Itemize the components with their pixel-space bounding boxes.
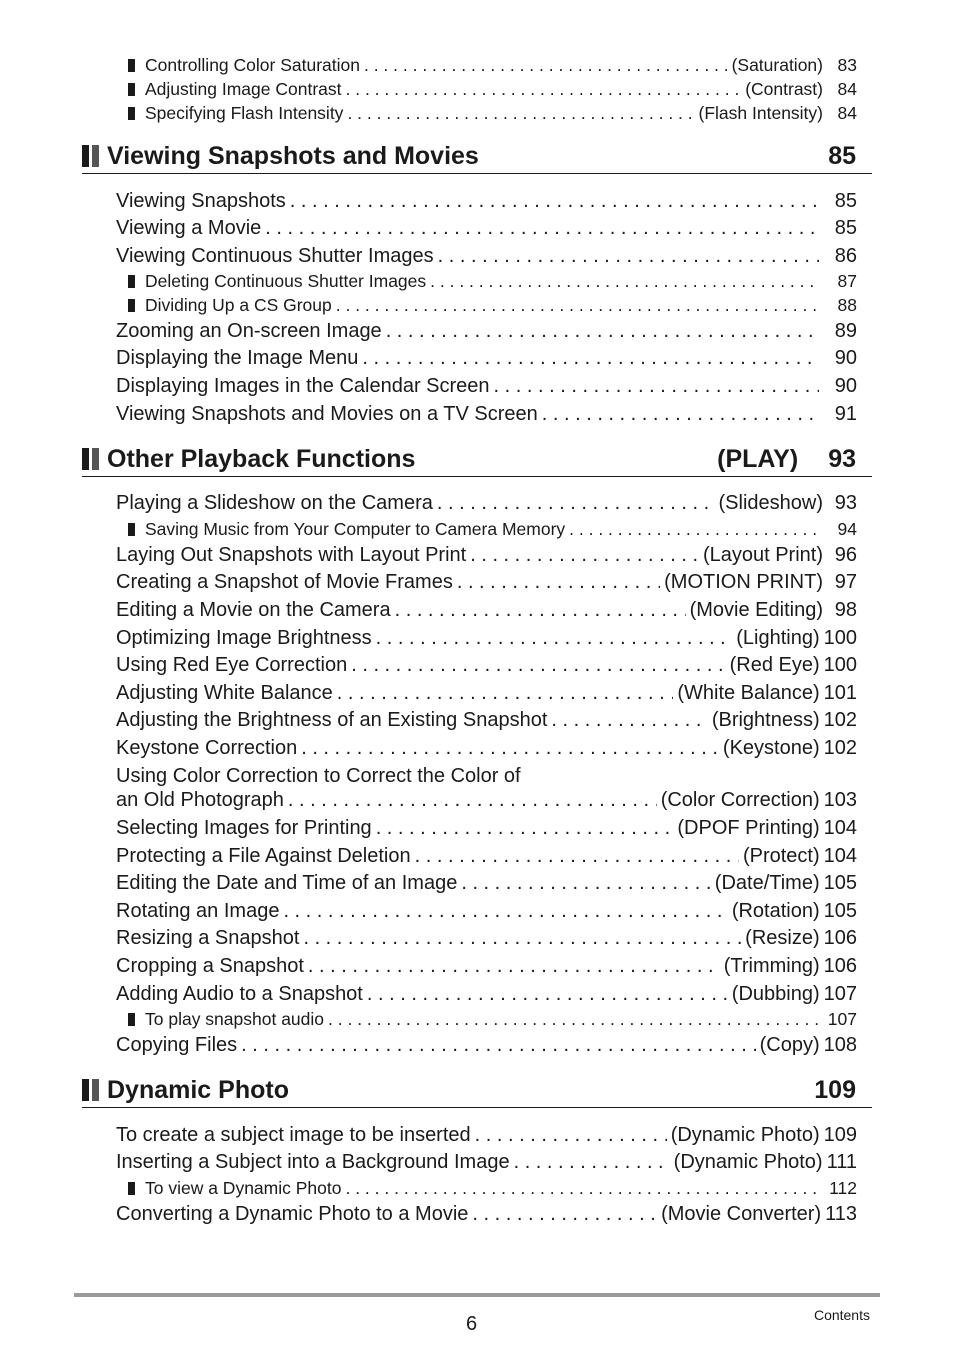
dot-leader	[514, 1149, 670, 1175]
toc-item[interactable]	[116, 243, 857, 269]
section-page: 85	[828, 141, 856, 170]
dot-leader	[376, 815, 674, 841]
toc-item-tag: (Layout Print)	[702, 544, 823, 566]
toc-item-page: 90	[834, 347, 857, 369]
dot-leader	[472, 1201, 657, 1227]
toc-item-tag: (Red Eye)	[729, 654, 820, 676]
toc-item-tag: (Resize)	[745, 927, 820, 949]
toc-item[interactable]	[116, 1032, 857, 1058]
toc-item[interactable]	[116, 1149, 857, 1175]
toc-item-title: an Old Photograph	[116, 789, 284, 811]
toc-item-title: Protecting a File Against Deletion	[116, 845, 411, 867]
dot-leader	[415, 843, 739, 869]
toc-item-tag: (Rotation)	[731, 900, 820, 922]
bullet-icon	[128, 1013, 135, 1026]
section-heading[interactable]	[82, 139, 872, 174]
toc-item-title: Viewing Continuous Shutter Images	[116, 245, 434, 267]
section-page: 109	[814, 1075, 856, 1104]
toc-item-tag: (Movie Converter)	[661, 1203, 822, 1225]
bullet-icon	[128, 299, 135, 312]
dot-leader	[241, 1032, 755, 1058]
toc-item[interactable]	[116, 953, 857, 979]
section-title: Viewing Snapshots and Movies	[107, 141, 479, 170]
toc-item-tag: (Dubbing)	[731, 983, 820, 1005]
dot-leader	[438, 243, 819, 269]
toc-item-tag: (Color Correction)	[660, 789, 820, 811]
toc-item-title: Displaying the Image Menu	[116, 347, 359, 369]
toc-item[interactable]	[116, 597, 857, 623]
dot-leader	[328, 1008, 819, 1030]
dot-leader	[347, 102, 694, 124]
toc-item-title: Resizing a Snapshot	[116, 927, 300, 949]
toc-item-page: 97	[834, 571, 857, 593]
dot-leader	[457, 569, 660, 595]
toc-item-page: 93	[834, 492, 857, 514]
toc-subitem[interactable]	[128, 78, 857, 100]
toc-item-title: Selecting Images for Printing	[116, 817, 372, 839]
toc-item-page: 83	[837, 55, 857, 75]
bullet-icon	[128, 59, 135, 72]
toc-item[interactable]	[116, 815, 857, 841]
dot-leader	[288, 787, 657, 813]
toc-item-tag: (Trimming)	[723, 955, 820, 977]
toc-item[interactable]	[116, 401, 857, 427]
toc-item-title: Viewing Snapshots and Movies on a TV Screen	[116, 403, 538, 425]
page-number: 6	[466, 1313, 478, 1335]
toc-item-title: Copying Files	[116, 1034, 238, 1056]
toc-item-title: To play snapshot audio	[145, 1009, 325, 1029]
toc-item-title: Converting a Dynamic Photo to a Movie	[116, 1203, 469, 1225]
section-bars-icon	[82, 448, 99, 470]
toc-item-page: 107	[823, 983, 857, 1005]
toc-item-page: 98	[834, 599, 857, 621]
toc-item-title: Specifying Flash Intensity	[145, 103, 344, 123]
toc-item-page: 103	[823, 789, 857, 811]
toc-item-page: 89	[834, 320, 857, 342]
section-title: Dynamic Photo	[107, 1075, 289, 1104]
toc-item[interactable]	[116, 1201, 857, 1227]
section-heading[interactable]	[82, 442, 872, 477]
dot-leader	[470, 542, 699, 568]
toc-item-page: 106	[823, 927, 857, 949]
toc-item-title: Viewing a Movie	[116, 217, 262, 239]
toc-item-page: 84	[837, 79, 857, 99]
toc-subitem[interactable]	[128, 1008, 857, 1030]
bullet-icon	[128, 1182, 135, 1195]
toc-item-title: Optimizing Image Brightness	[116, 627, 372, 649]
dot-leader	[351, 652, 725, 678]
toc-item-title: To view a Dynamic Photo	[145, 1178, 342, 1198]
toc-item[interactable]	[116, 318, 857, 344]
dot-leader	[376, 625, 733, 651]
toc-item[interactable]	[116, 490, 857, 516]
toc-item-tag: (Saturation)	[731, 55, 823, 75]
toc-item-title: Using Red Eye Correction	[116, 654, 348, 676]
toc-item-page: 104	[823, 845, 857, 867]
section-title: Other Playback Functions	[107, 444, 416, 473]
toc-item-tag: (Movie Editing)	[689, 599, 823, 621]
toc-item[interactable]	[116, 680, 857, 706]
toc-item-title: Displaying Images in the Calendar Screen	[116, 375, 490, 397]
toc-item[interactable]	[116, 373, 857, 399]
toc-item[interactable]	[116, 542, 857, 568]
toc-item[interactable]	[116, 215, 857, 241]
toc-item[interactable]	[116, 925, 857, 951]
toc-item[interactable]	[116, 1122, 857, 1148]
toc-item-title: Editing the Date and Time of an Image	[116, 872, 458, 894]
toc-item-title: Rotating an Image	[116, 900, 280, 922]
toc-item-page: 85	[834, 190, 857, 212]
dot-leader	[345, 1177, 819, 1199]
toc-item-tag: (Contrast)	[745, 79, 823, 99]
toc-item-title: Saving Music from Your Computer to Camera Memory	[145, 519, 566, 539]
toc-item[interactable]	[116, 870, 857, 896]
toc-item-page: 88	[837, 295, 857, 315]
dot-leader	[437, 490, 715, 516]
toc-item-title: Using Color Correction to Correct the Color of	[116, 765, 521, 787]
toc-item[interactable]	[116, 981, 857, 1007]
toc-item-title: Creating a Snapshot of Movie Frames	[116, 571, 453, 593]
section-tag: (PLAY)	[717, 444, 799, 473]
section-page: 93	[828, 444, 856, 473]
toc-item[interactable]	[116, 625, 857, 651]
bullet-icon	[128, 523, 135, 536]
toc-item-page: 100	[823, 654, 857, 676]
dot-leader	[364, 54, 728, 76]
toc-subitem[interactable]	[128, 270, 857, 292]
toc-item-tag: (Date/Time)	[714, 872, 820, 894]
dot-leader	[395, 597, 686, 623]
section-bars-icon	[82, 145, 99, 167]
toc-item-title: Viewing Snapshots	[116, 190, 286, 212]
dot-leader	[362, 345, 819, 371]
dot-leader	[569, 518, 819, 540]
toc-item-page: 105	[823, 900, 857, 922]
toc-item-page: 102	[823, 709, 857, 731]
toc-item-tag: (Dynamic Photo)	[670, 1124, 820, 1146]
toc-item-page: 101	[823, 682, 857, 704]
toc-item-tag: (Lighting)	[736, 627, 820, 649]
dot-leader	[386, 318, 819, 344]
toc-item-page: 109	[823, 1124, 857, 1146]
footer-section-label[interactable]: Contents	[813, 1307, 870, 1323]
toc-item-title: Editing a Movie on the Camera	[116, 599, 391, 621]
toc-item-title: Controlling Color Saturation	[145, 55, 360, 75]
dot-leader	[367, 981, 728, 1007]
toc-item-tag: (Keystone)	[722, 737, 820, 759]
toc-item-page: 112	[829, 1178, 857, 1198]
dot-leader	[265, 215, 819, 241]
dot-leader	[283, 898, 727, 924]
toc-item-page: 104	[823, 817, 857, 839]
bullet-icon	[128, 83, 135, 96]
toc-item-tag: (Protect)	[742, 845, 820, 867]
toc-item-title: Keystone Correction	[116, 737, 298, 759]
toc-item-title: Adjusting Image Contrast	[145, 79, 342, 99]
bullet-icon	[128, 107, 135, 120]
dot-leader	[303, 925, 741, 951]
toc-item-title: Playing a Slideshow on the Camera	[116, 492, 433, 514]
section-bars-icon	[82, 1079, 99, 1101]
toc-item-first-line[interactable]	[116, 763, 857, 789]
dot-leader	[301, 735, 719, 761]
footer-rule	[74, 1293, 880, 1297]
toc-item-title: Adjusting White Balance	[116, 682, 333, 704]
dot-leader	[308, 953, 720, 979]
toc-item-page: 85	[834, 217, 857, 239]
toc-item-title: Inserting a Subject into a Background Image	[116, 1151, 510, 1173]
toc-item-page: 106	[823, 955, 857, 977]
dot-leader	[337, 680, 674, 706]
toc-item-title: Adding Audio to a Snapshot	[116, 983, 363, 1005]
toc-item-page: 111	[826, 1151, 857, 1173]
toc-item-title: Adjusting the Brightness of an Existing Snapshot	[116, 709, 548, 731]
toc-item-tag: (Dynamic Photo)	[673, 1151, 823, 1173]
toc-item-page: 108	[823, 1034, 857, 1056]
toc-item-title: To create a subject image to be inserted	[116, 1124, 471, 1146]
toc-item[interactable]	[116, 843, 857, 869]
toc-subitem[interactable]	[128, 1177, 857, 1199]
toc-item-page: 107	[827, 1009, 857, 1029]
bullet-icon	[128, 275, 135, 288]
toc-item-page: 86	[834, 245, 857, 267]
dot-leader	[461, 870, 710, 896]
toc-item-tag: (Slideshow)	[718, 492, 823, 514]
toc-item-page: 105	[823, 872, 857, 894]
dot-leader	[430, 270, 819, 292]
toc-item-page: 102	[823, 737, 857, 759]
toc-item-title: Zooming an On-screen Image	[116, 320, 382, 342]
toc-item-title: Laying Out Snapshots with Layout Print	[116, 544, 467, 566]
toc-item[interactable]	[116, 787, 857, 813]
toc-item-page: 96	[834, 544, 857, 566]
toc-subitem[interactable]	[128, 294, 857, 316]
toc-item-title: Cropping a Snapshot	[116, 955, 304, 977]
toc-item[interactable]	[116, 735, 857, 761]
toc-item[interactable]	[116, 898, 857, 924]
toc-item-page: 113	[825, 1203, 857, 1225]
toc-subitem[interactable]	[128, 102, 857, 124]
toc-item[interactable]	[116, 569, 857, 595]
toc-item[interactable]	[116, 188, 857, 214]
toc-item[interactable]	[116, 652, 857, 678]
toc-item-tag: (MOTION PRINT)	[664, 571, 823, 593]
toc-item[interactable]	[116, 707, 857, 733]
dot-leader	[542, 401, 819, 427]
toc-item-tag: (Brightness)	[711, 709, 820, 731]
dot-leader	[551, 707, 707, 733]
toc-item-title: Dividing Up a CS Group	[145, 295, 332, 315]
toc-item-page: 91	[834, 403, 857, 425]
dot-leader	[494, 373, 819, 399]
dot-leader	[346, 78, 742, 100]
toc-item-page: 84	[837, 103, 857, 123]
dot-leader	[475, 1122, 667, 1148]
toc-item-page: 90	[834, 375, 857, 397]
toc-item-page: 100	[823, 627, 857, 649]
toc-item[interactable]	[116, 345, 857, 371]
dot-leader	[336, 294, 819, 316]
toc-item-title: Deleting Continuous Shutter Images	[145, 271, 427, 291]
toc-subitem[interactable]	[128, 518, 857, 540]
toc-item-tag: (White Balance)	[677, 682, 820, 704]
dot-leader	[290, 188, 819, 214]
toc-item-tag: (Copy)	[759, 1034, 820, 1056]
section-heading[interactable]	[82, 1073, 872, 1108]
toc-item-tag: (Flash Intensity)	[698, 103, 823, 123]
toc-item-tag: (DPOF Printing)	[677, 817, 820, 839]
toc-item-page: 87	[837, 271, 857, 291]
toc-item-page: 94	[837, 519, 857, 539]
toc-subitem[interactable]	[128, 54, 857, 76]
